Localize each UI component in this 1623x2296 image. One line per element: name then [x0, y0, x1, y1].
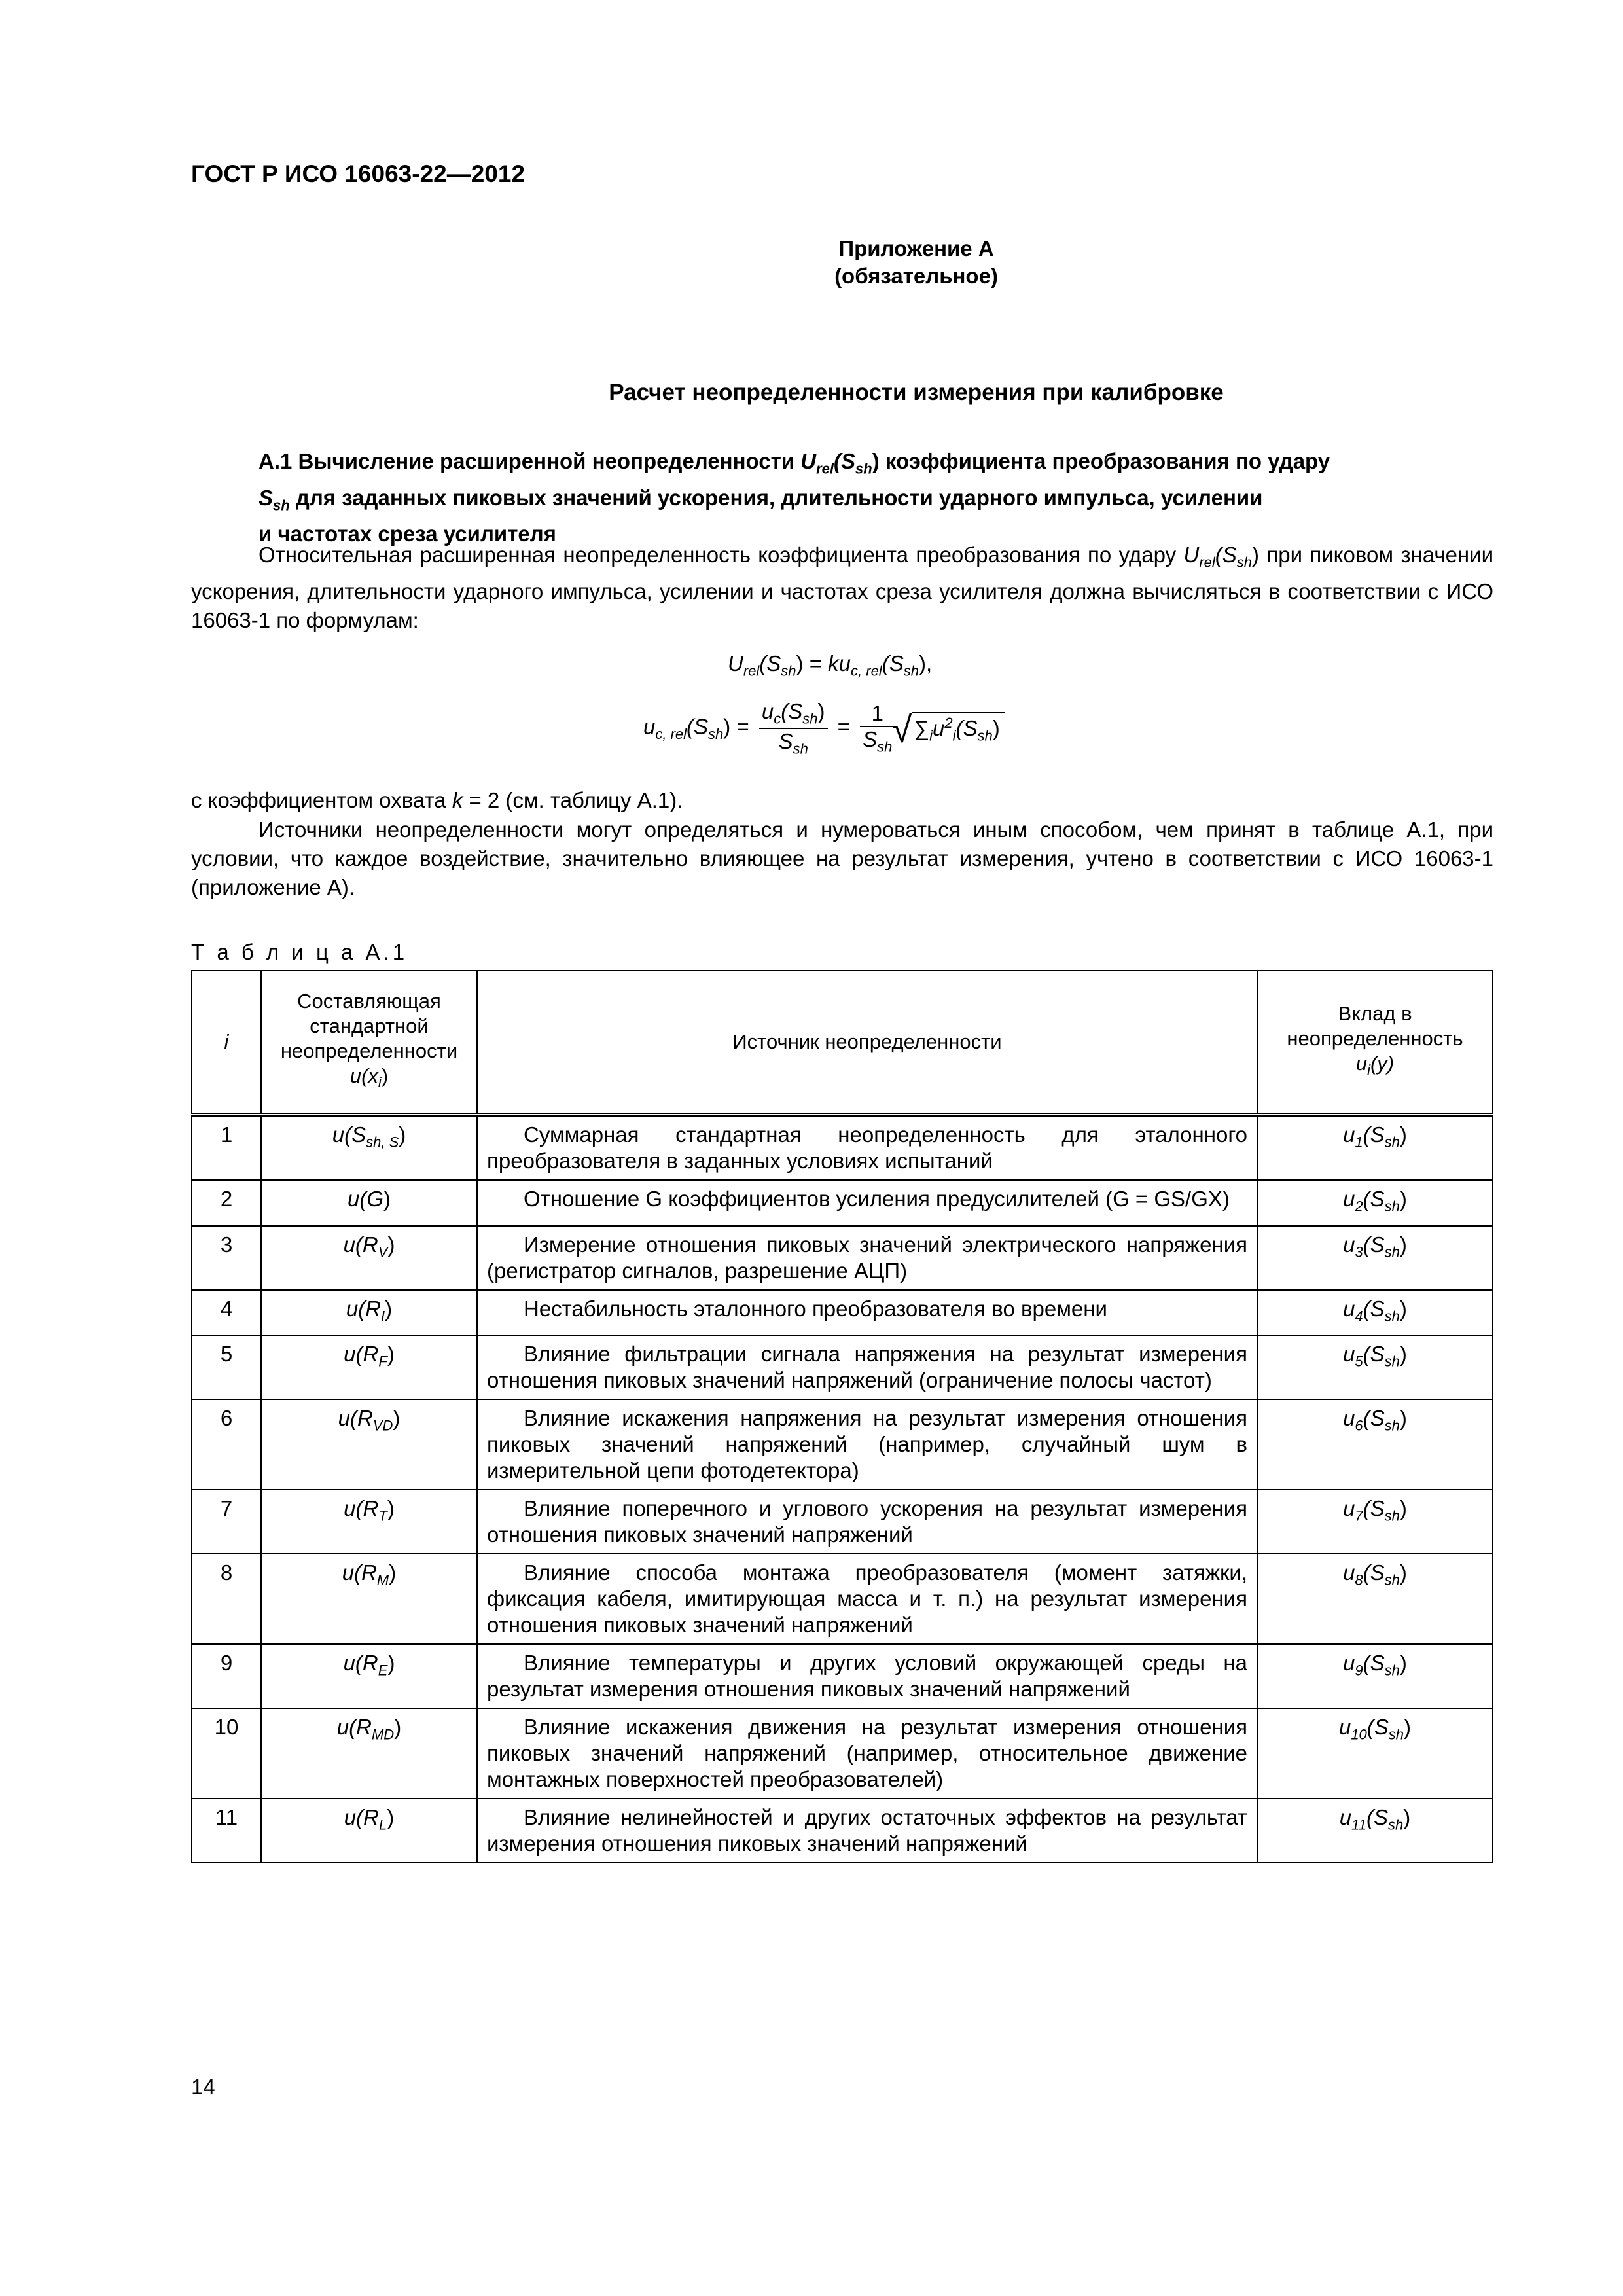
heading-arg-sub: sh — [855, 460, 872, 477]
contr-arg-sub: sh — [1384, 1198, 1400, 1215]
cell-component — [261, 1399, 477, 1490]
contr-close: ) — [1399, 1406, 1407, 1431]
cell-component — [261, 1799, 477, 1863]
contr-arg: (S — [1366, 1715, 1389, 1740]
table-row — [192, 1490, 1493, 1554]
cell-component — [261, 1554, 477, 1644]
source-text: Влияние поперечного и углового ускорения на результат измерения отношения пиковых значений напряжений — [487, 1496, 1247, 1547]
table-row — [192, 1180, 1493, 1226]
comp-var: u — [344, 1805, 357, 1830]
cell-index: 10 — [192, 1708, 261, 1799]
source-text: Влияние фильтрации сигнала напряжения на результат измерения отношения пиковых значений напряжений (ограничение полосы частот) — [487, 1342, 1247, 1393]
cell-source — [477, 1335, 1257, 1399]
table-row — [192, 1290, 1493, 1336]
p1-arg: (S — [1215, 543, 1237, 567]
standard-header: ГОСТ Р ИСО 16063-22—2012 — [191, 160, 526, 187]
paragraph-3 — [191, 816, 1493, 902]
comp-arg: (R — [349, 1715, 372, 1740]
f2-num1-var: u — [761, 699, 774, 723]
table-row — [192, 1554, 1493, 1644]
header-component-arg-sub: i — [378, 1074, 382, 1091]
contr-close: ) — [1399, 1187, 1407, 1211]
f2-fraction-2 — [860, 701, 895, 756]
cell-index: 7 — [192, 1490, 261, 1554]
f2-num1-sub: c — [774, 710, 781, 727]
table-row — [192, 1799, 1493, 1863]
section-heading-line3: и частотах среза усилителя — [259, 522, 556, 547]
header-component-close: ) — [381, 1064, 389, 1087]
f2-eq2: = — [831, 714, 857, 739]
f2-term-arg: (S — [955, 715, 978, 740]
cell-component — [261, 1290, 477, 1336]
header-i-text: i — [224, 1030, 229, 1053]
contr-sub: 9 — [1355, 1662, 1363, 1679]
comp-var: u — [336, 1715, 349, 1740]
cell-component — [261, 1226, 477, 1290]
f2-term-sub: i — [952, 727, 956, 744]
section-heading-part2: ) коэффициента преобразования по удару — [872, 449, 1330, 473]
contr-var: u — [1343, 1560, 1355, 1585]
contr-arg-sub: sh — [1384, 1308, 1400, 1325]
comp-var: u — [343, 1651, 355, 1676]
source-text: Нестабильность эталонного преобразователя во времени — [524, 1296, 1107, 1321]
contr-arg: (S — [1363, 1560, 1385, 1585]
f2-den2 — [860, 727, 895, 756]
contr-close: ) — [1399, 1342, 1407, 1367]
formula-combined-uncertainty — [643, 699, 1005, 771]
comp-arg: (S — [344, 1122, 366, 1147]
source-text: Влияние температуры и других условий окружающей среды на результат измерения отношения пиковых значений напряжений — [487, 1651, 1247, 1702]
cell-component — [261, 1115, 477, 1180]
p1-arg-sub: sh — [1236, 554, 1253, 571]
f1-eq: = — [803, 651, 829, 675]
heading-line2-var: S — [259, 485, 274, 510]
comp-sub: MD — [371, 1726, 395, 1743]
contr-close: ) — [1399, 1296, 1407, 1321]
f2-lhs-close: ) — [723, 714, 731, 739]
table-header-row — [192, 971, 1493, 1115]
comp-close: ) — [389, 1560, 397, 1585]
contr-close: ) — [1399, 1560, 1407, 1585]
contr-arg: (S — [1363, 1296, 1385, 1321]
header-contribution-var: u — [1355, 1051, 1368, 1075]
contr-arg: (S — [1363, 1187, 1385, 1211]
formula-expanded-uncertainty — [728, 651, 932, 680]
cell-component — [261, 1644, 477, 1708]
paragraph-1 — [191, 541, 1493, 635]
header-contribution — [1257, 971, 1493, 1115]
cell-index: 6 — [192, 1399, 261, 1490]
cell-component — [261, 1708, 477, 1799]
header-component — [261, 971, 477, 1115]
table-body — [192, 1115, 1493, 1863]
cell-index: 8 — [192, 1554, 261, 1644]
cell-contribution — [1257, 1290, 1493, 1336]
heading-line2-var-sub: sh — [273, 497, 290, 514]
comp-var: u — [332, 1122, 345, 1147]
cell-index: 4 — [192, 1290, 261, 1336]
contr-arg: (S — [1366, 1805, 1388, 1830]
cell-contribution — [1257, 1399, 1493, 1490]
f2-term-arg-sub: sh — [977, 727, 993, 744]
cell-index: 11 — [192, 1799, 261, 1863]
source-text: Влияние искажения напряжения на результат измерения отношения пиковых значений напряжений (например, случайный шум в измерительной цепи фотодетектора) — [487, 1406, 1247, 1483]
comp-sub: T — [378, 1507, 387, 1524]
heading-var-sub: rel — [816, 460, 834, 477]
source-text: Влияние нелинейностей и других остаточных эффектов на результат измерения отношения пиковых значений напряжений — [487, 1805, 1247, 1856]
p1-var-sub: rel — [1199, 554, 1215, 571]
heading-arg: (S — [834, 449, 856, 473]
header-component-arg: (x — [361, 1064, 378, 1087]
section-heading-part1: Вычисление расширенной неопределенности — [298, 449, 795, 473]
comp-sub: V — [378, 1244, 388, 1261]
table-row — [192, 1399, 1493, 1490]
p2-start: с коэффициентом охвата — [191, 788, 446, 812]
f2-term-sup: 2 — [944, 714, 953, 731]
annex-label: Приложение А — [838, 236, 994, 260]
source-text: Суммарная стандартная неопределенность для эталонного преобразователя в заданных условиях испытаний — [487, 1122, 1247, 1173]
annex-status: (обязательное) — [834, 264, 998, 288]
contr-arg-sub: sh — [1384, 1507, 1400, 1524]
f1-lhs-arg: (S — [759, 651, 781, 675]
table-row — [192, 1335, 1493, 1399]
contr-var: u — [1343, 1232, 1355, 1257]
comp-sub: sh, S — [366, 1134, 399, 1151]
contr-arg: (S — [1363, 1496, 1385, 1521]
f2-den2-var: S — [863, 726, 878, 751]
comp-close: ) — [387, 1651, 395, 1676]
comp-var: u — [338, 1406, 350, 1431]
p1-start: Относительная расширенная неопределенность коэффициента преобразования по удару — [259, 543, 1177, 567]
heading-line2-text: для заданных пиковых значений ускорения, длительности ударного импульса, усилении — [295, 485, 1263, 510]
comp-sub: E — [378, 1662, 388, 1679]
f2-den1-sub: sh — [793, 740, 808, 757]
contr-arg-sub: sh — [1384, 1662, 1400, 1679]
comp-sub: L — [378, 1816, 387, 1833]
contr-sub: 11 — [1351, 1816, 1366, 1833]
cell-source — [477, 1180, 1257, 1226]
contr-arg-sub: sh — [1388, 1726, 1404, 1743]
f1-lhs-close: ) — [796, 651, 804, 675]
cell-index: 5 — [192, 1335, 261, 1399]
contr-arg: (S — [1363, 1406, 1385, 1431]
f1-rhs-sub: c, rel — [851, 662, 882, 679]
contr-var: u — [1338, 1715, 1351, 1740]
comp-arg: (R — [354, 1560, 377, 1585]
comp-arg: (R — [356, 1805, 379, 1830]
contr-var: u — [1343, 1651, 1355, 1676]
f1-lhs: U — [728, 651, 743, 675]
f2-num1-arg-sub: sh — [802, 710, 818, 727]
contr-sub: 5 — [1355, 1353, 1363, 1370]
section-heading-line2 — [259, 484, 1489, 520]
header-source: Источник неопределенности — [477, 971, 1257, 1115]
contr-arg-sub: sh — [1384, 1134, 1400, 1151]
f1-lhs-arg-sub: sh — [781, 662, 796, 679]
header-component-text: Составляющая стандартной неопределенности — [280, 989, 458, 1062]
contr-arg-sub: sh — [1384, 1571, 1400, 1588]
comp-sub: VD — [372, 1417, 393, 1434]
cell-source — [477, 1554, 1257, 1644]
cell-index: 3 — [192, 1226, 261, 1290]
comp-close: ) — [385, 1296, 393, 1321]
contr-sub: 10 — [1351, 1726, 1367, 1743]
comp-var: u — [343, 1232, 355, 1257]
contr-close: ) — [1399, 1122, 1407, 1147]
f1-rhs-close: ), — [918, 651, 933, 675]
cell-source — [477, 1799, 1257, 1863]
f2-lhs-arg-sub: sh — [708, 725, 724, 742]
cell-source — [477, 1490, 1257, 1554]
cell-component — [261, 1335, 477, 1399]
contr-sub: 2 — [1355, 1198, 1363, 1215]
contr-arg-sub: sh — [1384, 1417, 1400, 1434]
contr-close: ) — [1403, 1805, 1411, 1830]
f2-den1 — [759, 729, 828, 758]
comp-arg: (R — [355, 1496, 379, 1521]
contr-var: u — [1343, 1342, 1355, 1367]
f2-num1-arg: (S — [781, 699, 803, 723]
cell-contribution — [1257, 1708, 1493, 1799]
contr-var: u — [1343, 1406, 1355, 1431]
cell-contribution — [1257, 1799, 1493, 1863]
cell-component — [261, 1180, 477, 1226]
comp-close: ) — [399, 1122, 406, 1147]
contr-arg: (S — [1363, 1232, 1385, 1257]
cell-index: 2 — [192, 1180, 261, 1226]
contr-arg: (S — [1363, 1651, 1385, 1676]
contr-close: ) — [1399, 1651, 1407, 1676]
uncertainty-table — [191, 970, 1493, 1863]
cell-contribution — [1257, 1226, 1493, 1290]
cell-contribution — [1257, 1644, 1493, 1708]
cell-component — [261, 1490, 477, 1554]
comp-close: ) — [387, 1805, 395, 1830]
source-text: Влияние способа монтажа преобразователя (момент затяжки, фиксация кабеля, имитирующая масса и т. п.) на результат измерения отношения пиковых значений напряжений — [487, 1560, 1247, 1638]
header-contribution-text: Вклад в неопределенность — [1287, 1001, 1463, 1050]
f1-rhs: ku — [828, 651, 851, 675]
comp-arg: (R — [355, 1232, 378, 1257]
f2-sqrt — [912, 712, 1005, 745]
contr-close: ) — [1404, 1715, 1412, 1740]
contr-sub: 3 — [1355, 1244, 1363, 1261]
header-contribution-var-sub: i — [1367, 1062, 1370, 1079]
contr-sub: 8 — [1355, 1571, 1363, 1588]
paragraph-2 — [191, 786, 1493, 815]
f2-sum-index: i — [929, 727, 933, 744]
cell-contribution — [1257, 1554, 1493, 1644]
comp-close: ) — [387, 1496, 395, 1521]
comp-arg: (G — [359, 1187, 384, 1211]
f2-den1-var: S — [778, 728, 793, 753]
header-i — [192, 971, 261, 1115]
f2-lhs-arg: (S — [687, 714, 709, 739]
contr-close: ) — [1399, 1496, 1407, 1521]
section-heading — [259, 447, 1489, 548]
comp-arg: (R — [355, 1651, 378, 1676]
contr-arg-sub: sh — [1387, 1816, 1404, 1833]
f2-term-close: ) — [992, 715, 1000, 740]
table-row — [192, 1115, 1493, 1180]
cell-contribution — [1257, 1335, 1493, 1399]
comp-close: ) — [387, 1232, 395, 1257]
cell-source — [477, 1644, 1257, 1708]
cell-source — [477, 1115, 1257, 1180]
table-caption: Т а б л и ц а А.1 — [191, 940, 408, 964]
contr-var: u — [1343, 1496, 1355, 1521]
contr-arg: (S — [1363, 1342, 1385, 1367]
contr-sub: 1 — [1355, 1134, 1363, 1151]
cell-contribution — [1257, 1115, 1493, 1180]
f2-num1-close: ) — [817, 699, 825, 723]
comp-var: u — [344, 1342, 356, 1367]
f2-eq: = — [730, 714, 755, 739]
f2-lhs-sub: c, rel — [655, 725, 687, 742]
source-text: Влияние искажения движения на результат измерения отношения пиковых значений напряжений (например, относительное движение монтажных поверхностей преобразователей) — [487, 1715, 1247, 1792]
cell-source — [477, 1708, 1257, 1799]
comp-var: u — [342, 1560, 355, 1585]
contr-close: ) — [1399, 1232, 1407, 1257]
comp-var: u — [346, 1296, 359, 1321]
cell-contribution — [1257, 1180, 1493, 1226]
table-row — [192, 1226, 1493, 1290]
f2-term-var: u — [932, 715, 945, 740]
p3-text: Источники неопределенности могут определяться и нумероваться иным способом, чем принят в таблице А.1, при условии, что каждое воздействие, значительно влияющее на результат измерения, учтено в соответствии с ИСО 16063-1 (приложение А). — [191, 817, 1493, 899]
f2-num2: 1 — [860, 701, 895, 727]
contr-sub: 7 — [1355, 1507, 1363, 1524]
source-text: Измерение отношения пиковых значений электрического напряжения (регистратор сигналов, разрешение АЦП) — [487, 1232, 1247, 1283]
contr-var: u — [1343, 1296, 1355, 1321]
contr-arg-sub: sh — [1384, 1353, 1400, 1370]
cell-contribution — [1257, 1490, 1493, 1554]
f2-den2-sub: sh — [877, 738, 893, 755]
section-number: А.1 — [259, 449, 293, 473]
table-row — [192, 1708, 1493, 1799]
comp-arg: (R — [358, 1296, 382, 1321]
cell-index: 1 — [192, 1115, 261, 1180]
contr-arg: (S — [1363, 1122, 1385, 1147]
f1-rhs-arg: (S — [882, 651, 904, 675]
source-text: Отношение G коэффициентов усиления предусилителей (G = GS/GX) — [524, 1187, 1230, 1211]
comp-var: u — [347, 1187, 360, 1211]
cell-source — [477, 1290, 1257, 1336]
comp-var: u — [344, 1496, 356, 1521]
contr-sub: 6 — [1355, 1417, 1363, 1434]
annex-title: Расчет неопределенности измерения при калибровке — [609, 380, 1224, 405]
comp-sub: F — [378, 1353, 387, 1370]
comp-sub: M — [376, 1571, 389, 1588]
header-contribution-arg: (y) — [1370, 1051, 1395, 1075]
table-row — [192, 1644, 1493, 1708]
p2-end: = 2 (см. таблицу А.1). — [463, 788, 683, 812]
contr-var: u — [1343, 1122, 1355, 1147]
p1-var: U — [1183, 543, 1200, 567]
p2-var: k — [452, 788, 463, 812]
f1-rhs-arg-sub: sh — [903, 662, 919, 679]
f2-lhs: u — [643, 714, 656, 739]
cell-source — [477, 1399, 1257, 1490]
comp-close: ) — [394, 1715, 402, 1740]
p1-end: ) при пиковом значении ускорения, длительности ударного импульса, усилении и частотах среза усилителя должна вычисляться в соответствии с ИСО 16063-1 по формулам: — [191, 543, 1494, 632]
f2-num1 — [759, 699, 828, 729]
contr-var: u — [1343, 1187, 1355, 1211]
page-number: 14 — [191, 2075, 215, 2099]
comp-close: ) — [387, 1342, 395, 1367]
f1-lhs-sub: rel — [743, 662, 760, 679]
contr-arg-sub: sh — [1384, 1244, 1400, 1261]
comp-arg: (R — [349, 1406, 373, 1431]
comp-sub: I — [381, 1308, 385, 1325]
comp-arg: (R — [355, 1342, 379, 1367]
header-component-var: u — [349, 1064, 362, 1087]
cell-source — [477, 1226, 1257, 1290]
f2-sum-sign: ∑ — [914, 715, 930, 740]
contr-var: u — [1339, 1805, 1352, 1830]
contr-sub: 4 — [1355, 1308, 1363, 1325]
heading-var: U — [800, 449, 817, 473]
comp-close: ) — [393, 1406, 401, 1431]
cell-index: 9 — [192, 1644, 261, 1708]
comp-close: ) — [383, 1187, 391, 1211]
f2-fraction-1 — [759, 699, 828, 757]
